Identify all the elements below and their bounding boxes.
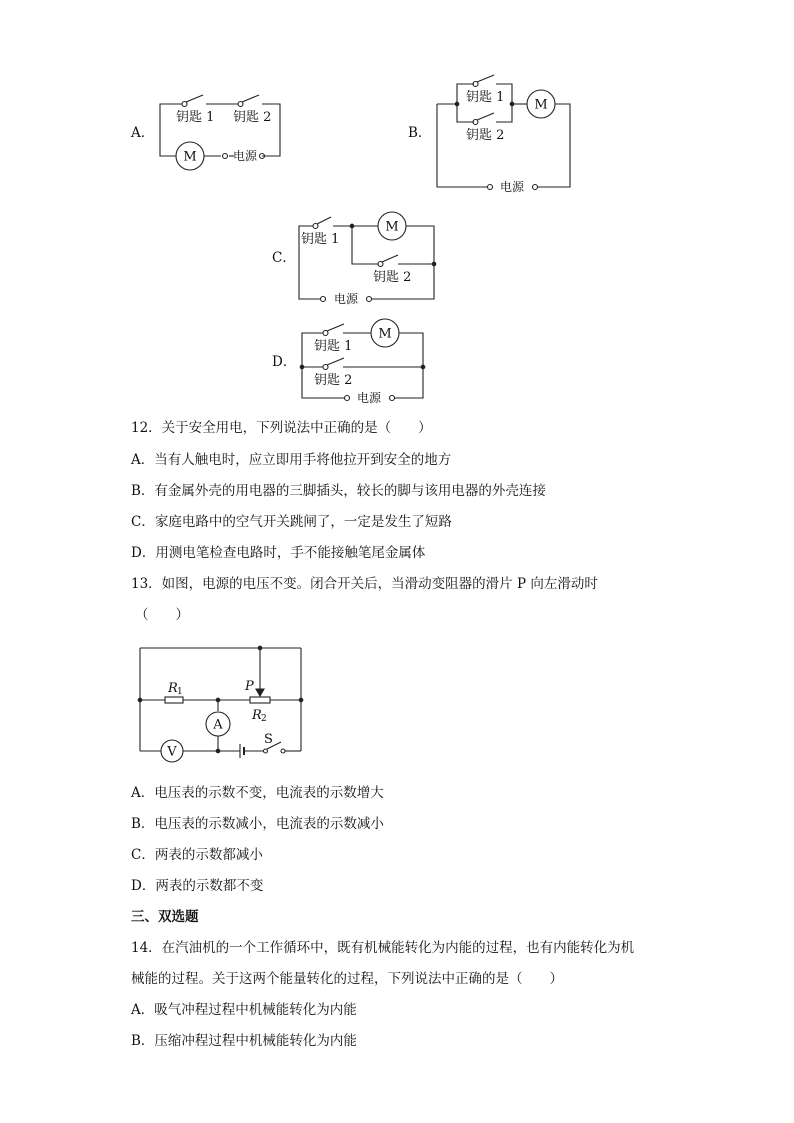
circuit-b <box>437 75 570 194</box>
svg-text:M: M <box>378 326 392 342</box>
source-label: 电源 <box>334 292 359 306</box>
q14-option-a: A．吸气冲程过程中机械能转化为内能 <box>131 1002 357 1018</box>
section-title: 三、双选题 <box>131 909 199 925</box>
key1-label: 钥匙 1 <box>466 90 505 105</box>
q12-option-d: D．用测电笔检查电路时，手不能接触笔尾金属体 <box>131 545 426 561</box>
circuit-a <box>160 95 280 170</box>
q13-option-a: A．电压表的示数不变，电流表的示数增大 <box>131 785 384 801</box>
svg-text:P: P <box>245 679 254 694</box>
q13-option-b: B．电压表的示数减小，电流表的示数减小 <box>131 816 384 832</box>
option-c-letter: C． <box>272 250 296 266</box>
q14-stem-line1: 14．在汽油机的一个工作循环中，既有机械能转化为内能的过程，也有内能转化为机 <box>131 940 635 956</box>
key1-label: 钥匙 1 <box>176 110 215 125</box>
q14-stem-line2: 械能的过程。关于这两个能量转化的过程，下列说法中正确的是（ ） <box>131 971 563 987</box>
svg-text:R: R <box>168 681 178 696</box>
source-terminal-icon <box>223 154 228 159</box>
svg-text:1: 1 <box>177 687 183 697</box>
option-d-letter: D． <box>272 354 297 370</box>
key2-label: 钥匙 2 <box>373 270 412 285</box>
source-label: 电源 <box>233 149 258 163</box>
svg-text:M: M <box>385 219 399 235</box>
q14-option-b: B．压缩冲程过程中机械能转化为内能 <box>131 1033 357 1049</box>
key2-label: 钥匙 2 <box>233 110 272 125</box>
svg-text:M: M <box>534 97 548 113</box>
q13-blank: （ ） <box>135 607 189 623</box>
source-label: 电源 <box>357 391 382 405</box>
q12-option-b: B．有金属外壳的用电器的三脚插头，较长的脚与该用电器的外壳连接 <box>131 483 546 499</box>
q13-circuit <box>138 646 303 762</box>
resistor-r2 <box>250 697 270 703</box>
svg-text:M: M <box>183 149 197 165</box>
source-label: 电源 <box>500 180 525 194</box>
circuit-d <box>300 319 425 405</box>
circuit-c <box>299 212 436 306</box>
q13-option-d: D．两表的示数都不变 <box>131 878 264 894</box>
key1-label: 钥匙 1 <box>314 339 353 354</box>
svg-text:R: R <box>252 708 262 723</box>
q12-option-a: A．当有人触电时，应立即用手将他拉开到安全的地方 <box>131 452 452 468</box>
option-b-letter: B． <box>408 125 432 141</box>
key1-label: 钥匙 1 <box>301 232 340 247</box>
q13-stem: 13．如图，电源的电压不变。闭合开关后，当滑动变阻器的滑片 P 向左滑动时 <box>131 576 598 592</box>
q13-option-c: C．两表的示数都减小 <box>131 847 263 863</box>
option-a-letter: A． <box>131 125 155 141</box>
slider-arrow-icon <box>256 689 264 696</box>
svg-text:S: S <box>264 732 273 747</box>
resistor-r1 <box>165 697 183 703</box>
svg-text:2: 2 <box>261 714 267 724</box>
q12-option-c: C．家庭电路中的空气开关跳闸了，一定是发生了短路 <box>131 514 452 530</box>
key2-label: 钥匙 2 <box>314 373 353 388</box>
q12-stem: 12．关于安全用电，下列说法中正确的是（ ） <box>131 420 432 436</box>
svg-text:V: V <box>167 744 177 760</box>
key2-label: 钥匙 2 <box>466 128 505 143</box>
svg-text:A: A <box>213 717 223 733</box>
